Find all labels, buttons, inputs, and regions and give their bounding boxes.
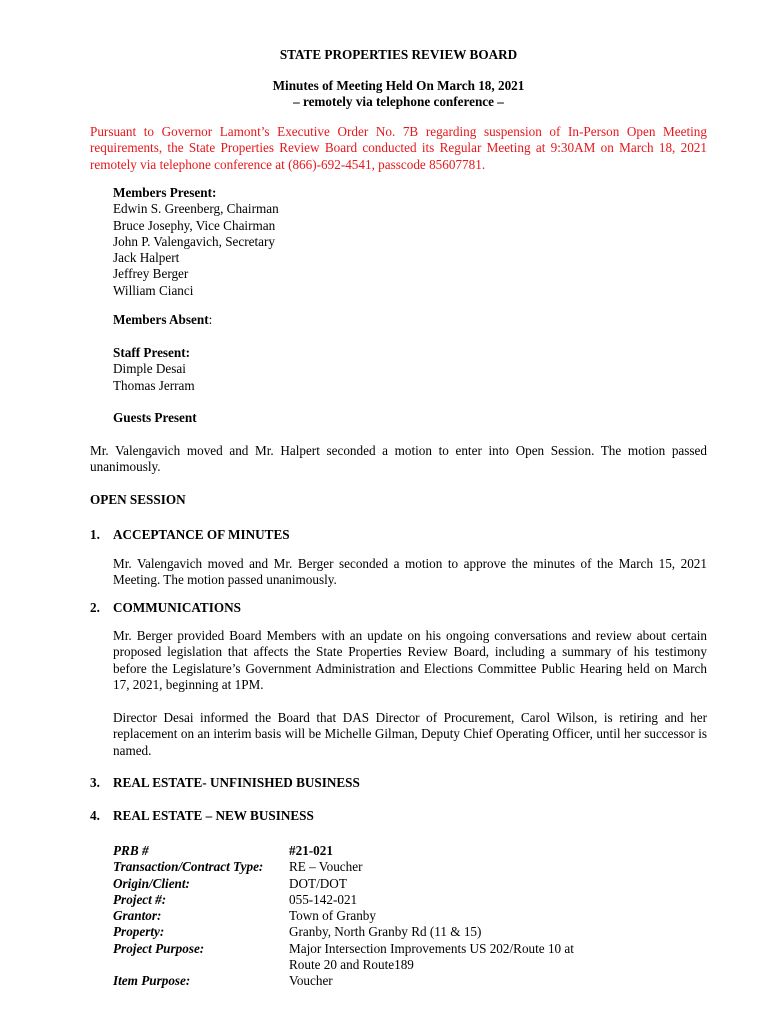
section-title-new-business: REAL ESTATE – NEW BUSINESS bbox=[113, 808, 314, 823]
project-purpose-value: Major Intersection Improvements US 202/Route 10 at bbox=[289, 940, 574, 956]
member-name: Jack Halpert bbox=[113, 250, 180, 266]
guests-present-heading: Guests Present bbox=[113, 410, 197, 425]
member-name: John P. Valengavich, Secretary bbox=[113, 233, 275, 249]
section-title-unfinished-business: REAL ESTATE- UNFINISHED BUSINESS bbox=[113, 775, 360, 790]
section-title-communications: COMMUNICATIONS bbox=[113, 600, 241, 615]
member-name: Jeffrey Berger bbox=[113, 266, 189, 282]
section-title-minutes: ACCEPTANCE OF MINUTES bbox=[113, 527, 290, 542]
members-present-section bbox=[113, 185, 707, 299]
member-name: Edwin S. Greenberg, Chairman bbox=[113, 201, 279, 217]
meeting-format-note: – remotely via telephone conference – bbox=[293, 94, 504, 109]
staff-name: Thomas Jerram bbox=[113, 377, 195, 393]
grantor-value: Town of Granby bbox=[289, 908, 376, 924]
section-number: 1. bbox=[90, 527, 100, 542]
property-value: Granby, North Granby Rd (11 & 15) bbox=[289, 924, 482, 940]
staff-present-section bbox=[113, 345, 707, 394]
section-number: 4. bbox=[90, 808, 100, 823]
document-title: STATE PROPERTIES REVIEW BOARD bbox=[279, 47, 518, 62]
meeting-subtitle: Minutes of Meeting Held On March 18, 2021 bbox=[272, 78, 525, 93]
prb-value: #21-021 bbox=[289, 843, 333, 858]
members-absent-colon: : bbox=[208, 312, 213, 327]
communications-paragraph: Mr. Berger provided Board Members with an update on his ongoing conversations and review about certain proposed legislation that affects the State Properties Review Board, including a summary of his testimony before the Legislature’s Government Administration and Elections Committee Public Hearing held on March 17, 2021, beginning at 1PM. bbox=[113, 628, 707, 692]
project-purpose-label: Project Purpose: bbox=[113, 940, 205, 956]
project-number-label: Project #: bbox=[113, 891, 167, 907]
member-name: Bruce Josephy, Vice Chairman bbox=[113, 217, 276, 233]
project-number-value: 055-142-021 bbox=[289, 891, 358, 907]
members-absent-section bbox=[113, 312, 707, 328]
item-purpose-value: Voucher bbox=[289, 973, 333, 989]
grantor-label: Grantor: bbox=[113, 908, 162, 924]
minutes-paragraph: Mr. Valengavich moved and Mr. Berger seconded a motion to approve the minutes of the March 15, 2021 Meeting. The motion passed unanimously. bbox=[113, 556, 707, 588]
open-session-heading: OPEN SESSION bbox=[90, 492, 186, 507]
transaction-type-label: Transaction/Contract Type: bbox=[113, 859, 264, 875]
prb-label: PRB # bbox=[113, 843, 149, 858]
members-present-heading: Members Present: bbox=[113, 185, 217, 200]
communications-paragraph: Director Desai informed the Board that DAS Director of Procurement, Carol Wilson, is retiring and her replacement on an interim basis will be Michelle Gilman, Deputy Chief Operating Officer, until her successor is named. bbox=[113, 710, 707, 758]
staff-present-heading: Staff Present: bbox=[113, 345, 191, 360]
section-number: 2. bbox=[90, 600, 100, 615]
item-purpose-label: Item Purpose: bbox=[113, 973, 191, 989]
origin-client-label: Origin/Client: bbox=[113, 875, 190, 891]
members-absent-heading: Members Absent bbox=[113, 312, 209, 327]
property-label: Property: bbox=[113, 924, 165, 940]
intro-paragraph: Pursuant to Governor Lamont’s Executive Order No. 7B regarding suspension of In-Person Open Meeting requirements, the State Properties Review Board conducted its Regular Meeting at 9:30AM on March 18, 2021 remotely via telephone conference at (866)-692-4541, passcode 85607781. bbox=[90, 124, 707, 172]
open-session-motion: Mr. Valengavich moved and Mr. Halpert seconded a motion to enter into Open Session. The motion passed unanimously. bbox=[90, 443, 707, 475]
transaction-type-value: RE – Voucher bbox=[289, 859, 363, 875]
member-name: William Cianci bbox=[113, 282, 194, 298]
staff-name: Dimple Desai bbox=[113, 361, 186, 377]
origin-client-value: DOT/DOT bbox=[289, 875, 347, 891]
project-purpose-value-continued: Route 20 and Route189 bbox=[289, 957, 414, 973]
section-number: 3. bbox=[90, 775, 100, 790]
